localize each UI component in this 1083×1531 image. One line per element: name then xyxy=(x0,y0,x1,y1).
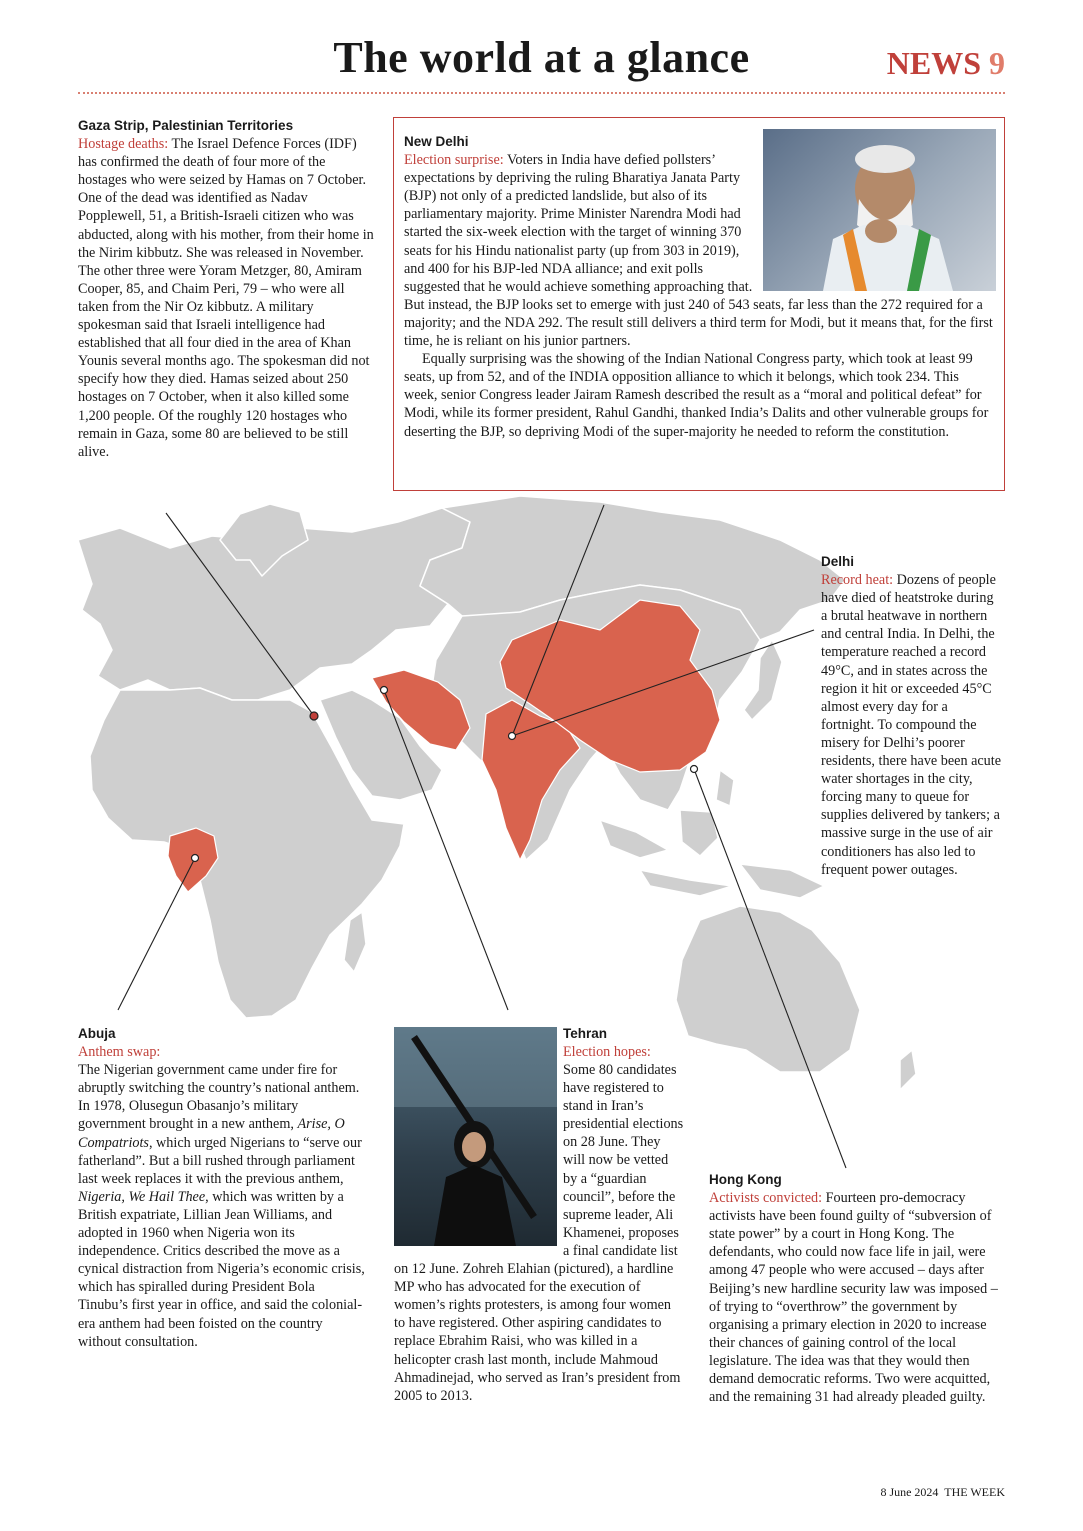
story-body: , which urged Nigerians to “serve our fatherland”. But a bill rushed through parliament last week replaces it with the previous anthem, xyxy=(78,1134,362,1187)
story-tehran xyxy=(394,1025,684,1061)
story-body: Fourteen pro-democracy activists have been found guilty of “subversion of state power” by a court in Hong Kong. The defendants, who could now face life in jail, were among 47 people who were accused – days after Beijing’s new hardline security law was imposed – of trying to “overthrow” the government by organising a primary election in 2020 to increase their chances of gaining control of the local legislature. The idea was that they would then demand democratic reforms. Two were acquitted, and the remaining 31 had already pleaded guilty. xyxy=(709,1190,998,1406)
story-body: , which was written by a British expatriate, Lillian Jean Williams, and adopted in 1960 when Nigeria won its independence. Critics described the move as a cynical distraction from Nigeria’s economic crisis, which has spiralled during President Bola Tinubu’s first year in office, and said the colonial-era anthem had been foisted on the country without consultation. xyxy=(78,1188,365,1350)
story-place: Gaza Strip, Palestinian Territories xyxy=(78,118,294,133)
story-delhi xyxy=(821,553,1003,879)
story-place: Abuja xyxy=(78,1026,116,1041)
marker-gaza xyxy=(310,712,318,720)
story-newdelhi xyxy=(404,133,994,441)
landmass-australia xyxy=(676,906,860,1072)
page-number: 9 xyxy=(989,45,1005,81)
story-gaza xyxy=(78,117,374,461)
landmass-indonesia xyxy=(600,820,668,858)
story-kicker: Election hopes: xyxy=(563,1044,651,1061)
story-kicker: Anthem swap: xyxy=(78,1044,161,1061)
photo-wrap-spacer xyxy=(754,133,994,291)
story-kicker: Record heat: xyxy=(821,572,894,589)
landmass-sulawesi xyxy=(640,870,732,896)
photo-wrap-spacer xyxy=(394,1061,563,1248)
story-kicker: Activists convicted: xyxy=(709,1190,823,1207)
marker-abuja xyxy=(192,855,199,862)
story-place: Tehran xyxy=(563,1026,608,1041)
story-kicker: Hostage deaths: xyxy=(78,136,169,153)
page-footer xyxy=(880,1485,1005,1500)
story-body: The Nigerian government came under fire for abruptly switching the country’s national anthem. In 1978, Olusegun Obasanjo’s military government brought in a new anthem, xyxy=(78,1062,360,1133)
story-place: New Delhi xyxy=(404,134,469,149)
story-place: Delhi xyxy=(821,554,855,569)
landmass-madagascar xyxy=(344,912,366,972)
story-body: Voters in India have defied pollsters’ expectations by depriving the ruling Bharatiya Janata Party (BJP) not only of a predicted landslide, but also of its parliamentary majority. Prime Minister Narendra Modi had started the six-week election with the target of winning 370 seats for his Hindu nationalist party (up from 303 in 2019), and 400 for his BJP-led NDA alliance; and exit polls suggested that he would achieve something approaching that. But instead, the BJP looks set to emerge with just 240 of 543 seats, far less than the 272 required for a majority; and the NDA 292. The result still delivers a third term for Modi, but it means that, for the first time, he is reliant on his junior partners. xyxy=(404,152,993,350)
landmass-philippines xyxy=(716,770,734,806)
story-kicker: Election surprise: xyxy=(404,152,504,169)
story-body-2: Equally surprising was the showing of the Indian National Congress party, which took at least 99 seats, up from 52, and of the INDIA opposition alliance to which it belongs, which took 234. This week, senior Congress leader Jairam Ramesh described the result as a “moral and political defeat” for Modi, while its former president, Rahul Gandhi, thanked India’s Dalits and other vulnerable groups for deserting the BJP, so depriving Modi of the super-majority he needed to reform the constitution. xyxy=(404,351,989,440)
story-hongkong xyxy=(709,1171,1005,1406)
story-body: Dozens of people have died of heatstroke during a brutal heatwave in northern and central India. In Delhi, the temperature reached a record 49°C, and in states across the region it hit or exceeded 45°C almost every day for a fortnight. To compound the misery for Delhi’s poorer residents, there have been acute water shortages in the city, forcing many to queue for supplies delivered by tankers; a massive surge in the use of air conditioners has also led to frequent power outages. xyxy=(821,572,1002,878)
story-abuja xyxy=(78,1025,368,1351)
story-body: Some 80 candidates have registered to stand in Iran’s presidential elections on 28 June. They will now be vetted by a “guardian council”, before the supreme leader, Ali Khamenei, proposes a final candidate list on 12 June. Zohreh Elahian (pictured), a hardline MP who has advocated for the execution of women’s rights protesters, is among four women to have registered. Other aspiring candidates to replace Ebrahim Raisi, who was killed in a helicopter crash last month, include Mahmoud Ahmadinejad, who served as Iran’s president from 2005 to 2013. xyxy=(394,1062,684,1404)
landmass-papua xyxy=(740,864,824,898)
footer-date: 8 June 2024 xyxy=(880,1485,939,1499)
marker-hongkong xyxy=(691,766,698,773)
story-place: Hong Kong xyxy=(709,1172,782,1187)
story-tehran-body xyxy=(394,1061,684,1405)
anthem-title-new: Nigeria, We Hail Thee xyxy=(78,1188,206,1205)
anthem-title-old: Arise, O Compatriots xyxy=(78,1116,345,1151)
page-title: The world at a glance xyxy=(333,33,750,82)
section-word: NEWS xyxy=(886,45,981,81)
story-body: The Israel Defence Forces (IDF) has confirmed the death of four more of the hostages who were seized by Hamas on 7 October. One of the dead was identified as Nadav Popplewell, 51, a British-Israeli citizen who was abducted, along with his mother, from their home in the Nirim kibbutz. She was released in November. The other three were Yoram Metzger, 80, Amiram Cooper, 85, and Chaim Peri, 79 – who were all taken from the Nir Oz kibbutz. A military spokesman said that Israeli intelligence had established that all four died in the area of Khan Younis several months ago. The spokesman did not specify how they died. Hamas seized about 250 hostages on 7 October, when it also killed some 1,200 people. Of the roughly 120 hostages who remain in Gaza, some 80 are believed to be still alive. xyxy=(78,136,374,460)
marker-tehran xyxy=(381,687,388,694)
marker-delhi xyxy=(509,733,516,740)
landmass-nz xyxy=(900,1050,916,1090)
leader-abuja xyxy=(118,858,195,1010)
footer-publication: THE WEEK xyxy=(944,1485,1005,1499)
